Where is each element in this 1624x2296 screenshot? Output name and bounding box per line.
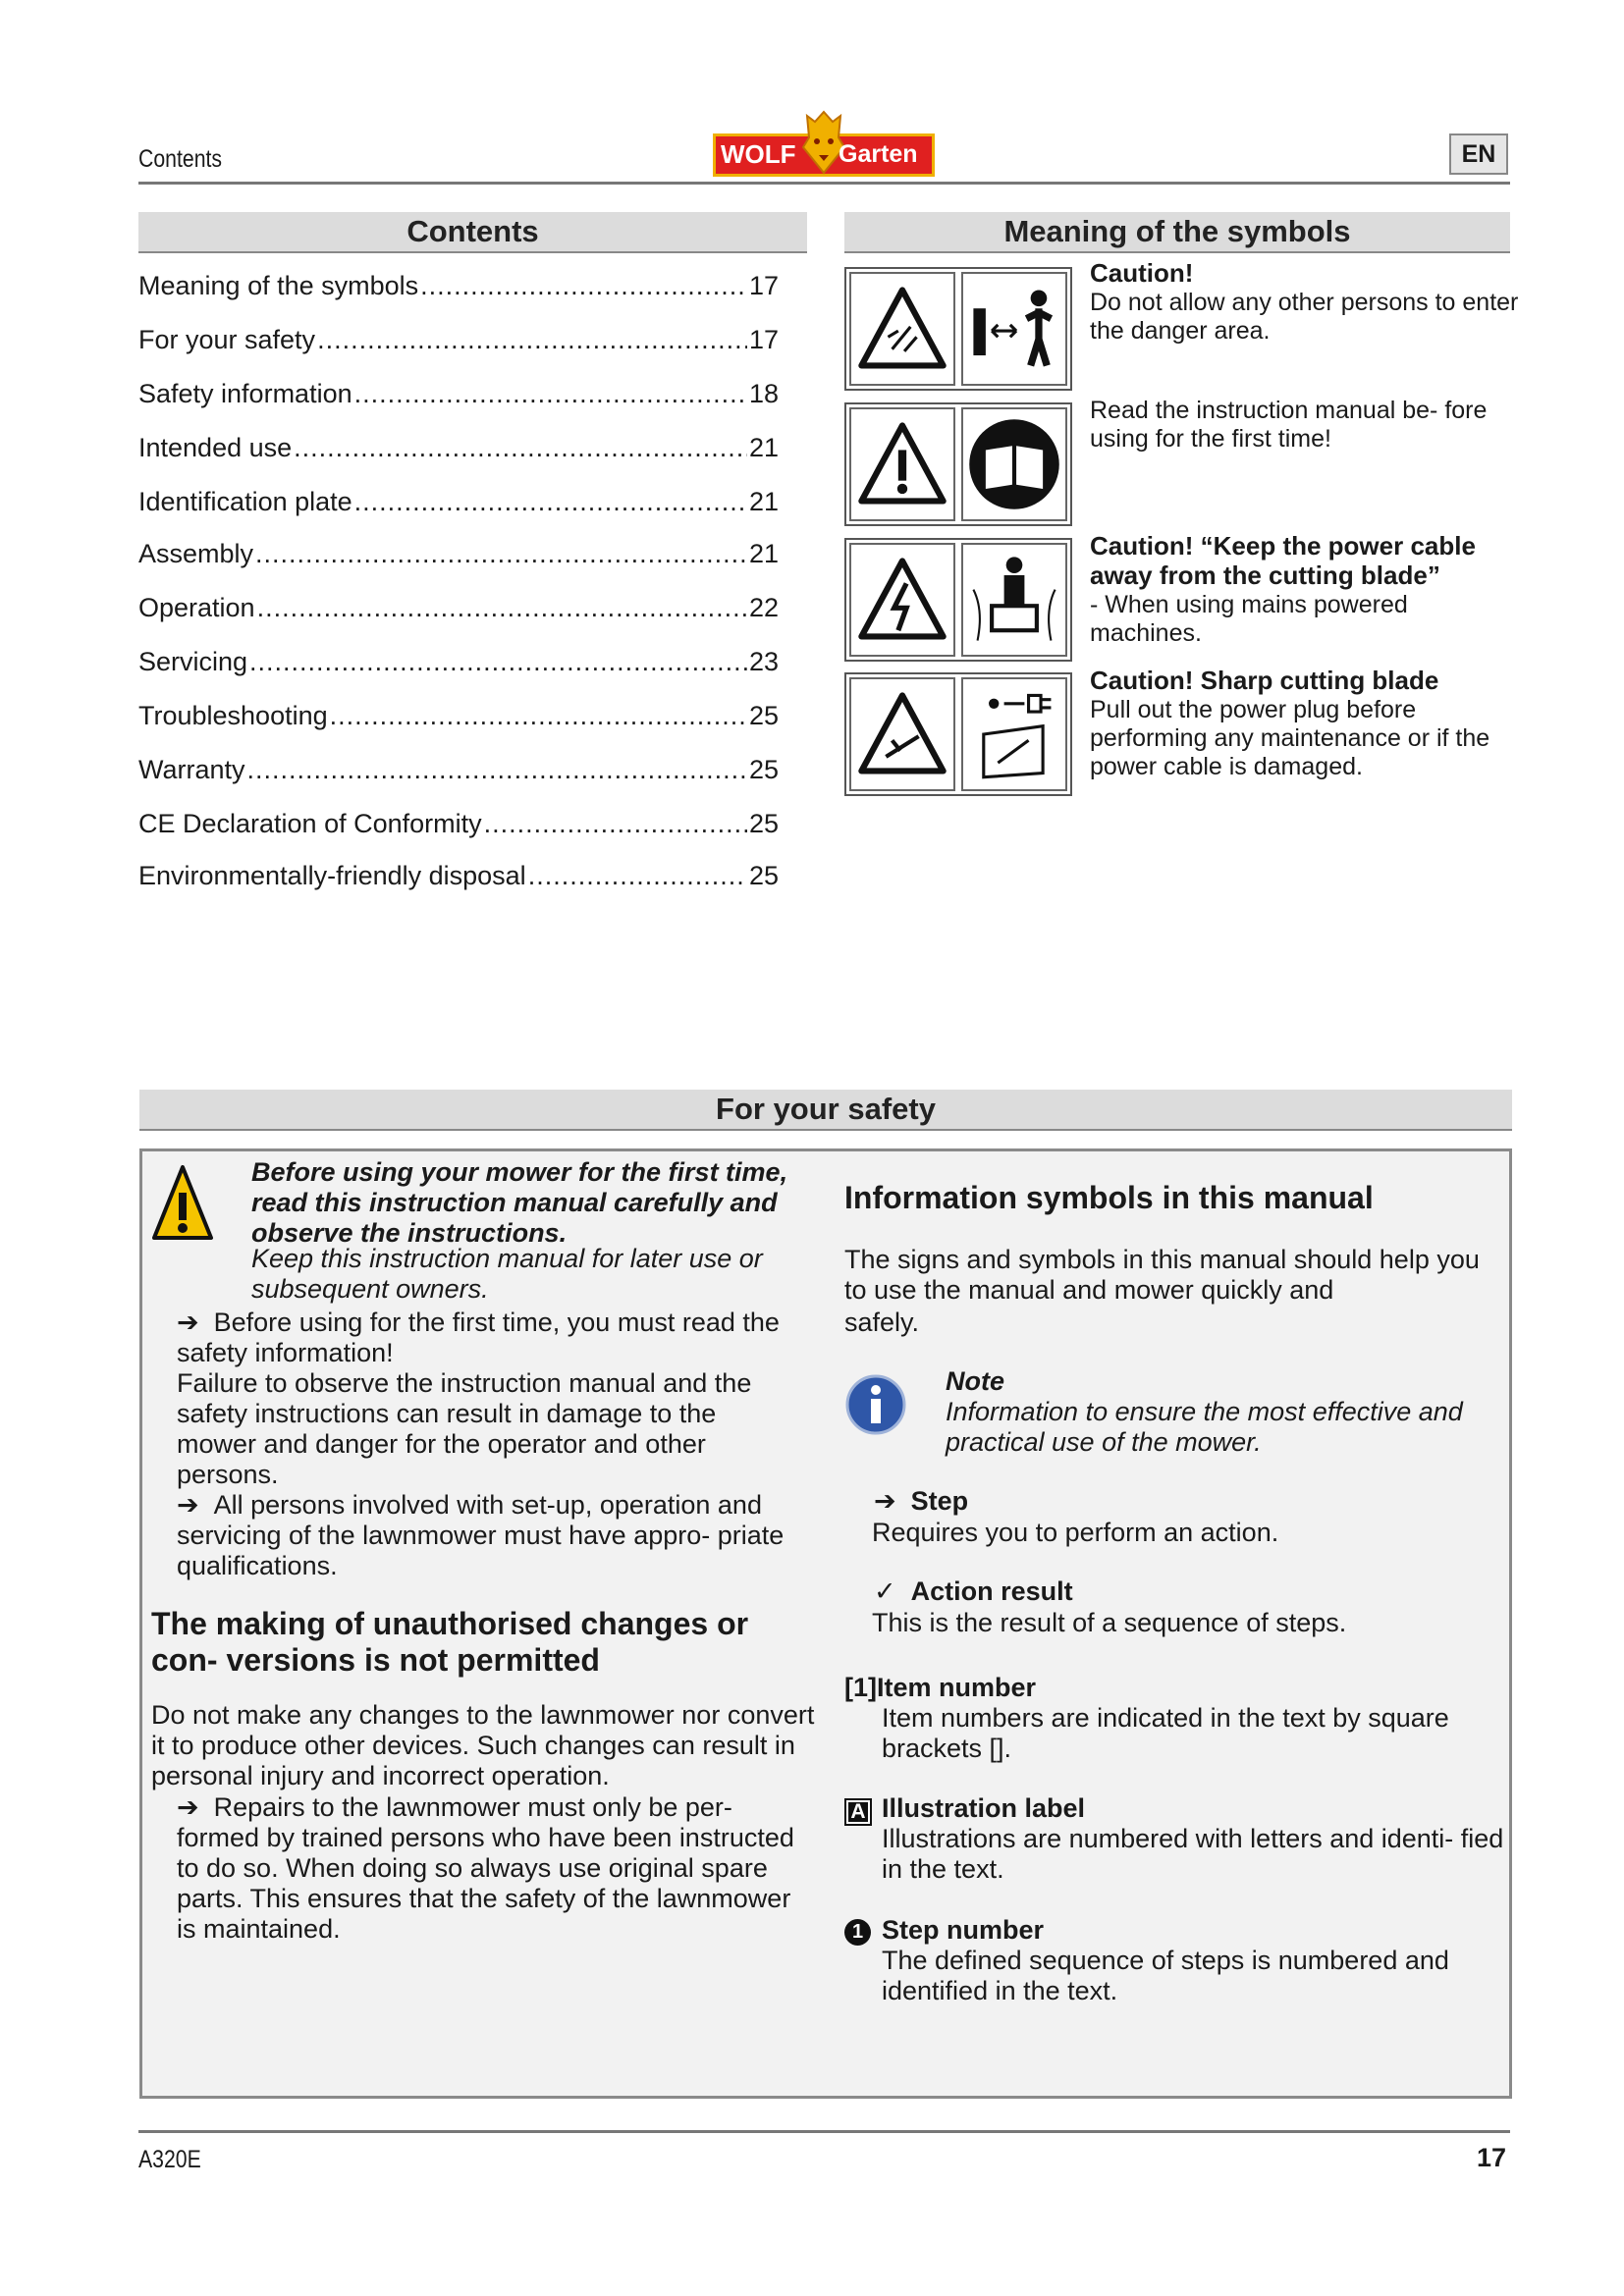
brand-logo [713,108,935,179]
step-legend-title [874,1486,968,1517]
warning-bold-text: Before using your mower for the first time, read this instruction manual carefully and observe the instructions. [251,1157,788,1248]
symbol-2-text [1090,397,1522,454]
item-legend-title: [1]Item number [844,1673,1037,1702]
symbols-title-bar: Meaning of the symbols [844,212,1510,253]
info-intro-text: The signs and symbols in this manual should help you to use the manual and mower quickly and [844,1245,1480,1305]
arrow-right-icon: ➔ [177,1490,199,1520]
toc-item-label: Servicing [138,647,248,676]
symbol-3-text [1090,532,1522,648]
arrow-right-icon: ➔ [177,1308,199,1337]
toc-item-label: Assembly [138,539,254,568]
warning-exclamation-icon [851,409,953,519]
symbol-1-description: Do not allow any other persons to enter the danger area. [1090,289,1519,345]
safety-title-bar: For your safety [139,1090,1512,1131]
changes-paragraph: Do not make any changes to the lawnmower nor convert it to produce other devices. Such changes can result in personal injury and incorrect operation. [151,1700,815,1790]
toc-item[interactable] [138,539,779,569]
warning-blade-icon [851,679,953,789]
symbol-danger-area [844,267,1072,391]
toc-item-page: 17 [748,271,779,300]
keep-distance-person-icon [963,274,1065,384]
bullet-read-safety-cont: safety information! [177,1338,394,1367]
toc-item[interactable] [138,809,779,839]
mower-cable-icon [963,545,1065,655]
toc-item[interactable] [138,701,779,731]
toc-item-page: 21 [748,487,779,516]
toc-item-label: Intended use [138,433,293,462]
step-number-legend-title: Step number [882,1915,1045,1945]
bullet-qualifications [177,1490,825,1581]
toc-item-label: Meaning of the symbols [138,271,419,300]
info-intro-text-end: safely. [844,1308,920,1337]
changes-heading: The making of unauthorised changes or con- versions is not permitted [151,1606,749,1678]
bullet-repairs [177,1792,815,1945]
toc-item[interactable] [138,755,779,785]
failure-paragraph: Failure to observe the instruction manual and the safety instructions can result in damage to the mower and danger for the operator and other persons. [177,1368,752,1489]
bullet-read-safety-text: Before using for the first time, you must read the [213,1308,780,1337]
symbol-1-heading: Caution! [1090,258,1194,288]
symbol-3-description: - When using mains powered machines. [1090,591,1408,647]
illustration-label-marker: A [844,1798,872,1826]
symbol-sharp-blade [844,672,1072,796]
step-number-marker: 1 [844,1919,871,1946]
symbol-4-heading: Caution! Sharp cutting blade [1090,666,1439,695]
step-title-text: Step [910,1486,969,1516]
toc-item-page: 23 [748,647,779,676]
symbol-power-cable [844,538,1072,662]
warning-italic-text: Keep this instruction manual for later use or subsequent owners. [251,1244,763,1304]
symbol-4-text [1090,667,1522,781]
contents-title-bar: Contents [138,212,807,253]
result-legend-title [874,1576,1073,1607]
checkmark-icon: ✓ [874,1576,896,1606]
toc-item-page: 21 [748,539,779,568]
toc-item-page: 25 [748,755,779,784]
symbol-1-text [1090,259,1522,346]
toc-item-label: Operation [138,593,255,622]
step-number-legend-text: The defined sequence of steps is numbered and identified in the text. [882,1946,1449,2005]
header-section-label: Contents [138,145,223,173]
result-title-text: Action result [910,1576,1073,1606]
arrow-right-icon: ➔ [874,1486,896,1516]
toc-item-page: 21 [748,433,779,462]
toc-item[interactable] [138,433,779,463]
toc-item-label: Identification plate [138,487,352,516]
toc-item-page: 17 [748,325,779,354]
illustration-legend-title: Illustration label [882,1793,1086,1823]
toc-item[interactable] [138,487,779,517]
toc-item[interactable] [138,271,779,301]
bullet-repairs-text: Repairs to the lawnmower must only be per- formed by trained persons who have been instructed to do so. When doing so always use original spare parts. This ensures that the safety of the lawnmower is maintained. [177,1792,794,1944]
footer-divider [138,2130,1510,2133]
warning-thrown-objects-icon [851,274,953,384]
result-legend-text: This is the result of a sequence of steps. [872,1608,1347,1637]
symbol-2-description: Read the instruction manual be- fore using for the first time! [1090,397,1488,453]
footer-model: A320E [138,2146,201,2173]
toc-item-label: CE Declaration of Conformity [138,809,482,838]
header-divider [138,182,1510,185]
toc-item[interactable] [138,647,779,677]
toc-item-page: 25 [748,809,779,838]
logo-text-garten: Garten [839,140,918,168]
toc-item-page: 18 [748,379,779,408]
warning-triangle-icon [150,1161,215,1244]
warning-electric-icon [851,545,953,655]
arrow-right-icon: ➔ [177,1792,199,1822]
toc-item-page: 25 [748,701,779,730]
toc-item[interactable] [138,325,779,355]
toc-item-label: Environmentally-friendly disposal [138,861,526,890]
symbol-read-manual [844,402,1072,526]
symbol-4-description: Pull out the power plug before performing any maintenance or if the power cable is damaged. [1090,696,1490,780]
toc-item-label: Troubleshooting [138,701,328,730]
toc-item-page: 22 [748,593,779,622]
toc-item-label: Warranty [138,755,245,784]
bullet-qualifications-text: All persons involved with set-up, operation and servicing of the lawnmower must have appro- priate qualifications. [177,1490,785,1580]
unplug-manual-icon [963,679,1065,789]
info-icon [844,1373,907,1436]
symbol-3-heading: Caution! “Keep the power cable away from the cutting blade” [1090,531,1476,590]
illustration-legend-text: Illustrations are numbered with letters and identi- fied in the text. [882,1824,1504,1884]
toc-item[interactable] [138,861,779,891]
toc-item[interactable] [138,379,779,409]
bullet-read-safety [177,1308,844,1338]
item-legend-text: Item numbers are indicated in the text by square brackets []. [882,1703,1449,1763]
note-text: Information to ensure the most effective and practical use of the mower. [946,1397,1463,1457]
toc-item[interactable] [138,593,779,623]
toc-item-page: 25 [748,861,779,890]
logo-text-wolf: WOLF [721,139,796,169]
toc-item-label: Safety information [138,379,352,408]
note-title: Note [946,1366,1004,1396]
step-legend-text: Requires you to perform an action. [872,1518,1279,1547]
footer-page-number: 17 [1477,2143,1507,2172]
language-badge: EN [1449,133,1508,175]
read-manual-book-icon [963,409,1065,519]
toc-item-label: For your safety [138,325,316,354]
info-symbols-heading: Information symbols in this manual [844,1180,1374,1215]
